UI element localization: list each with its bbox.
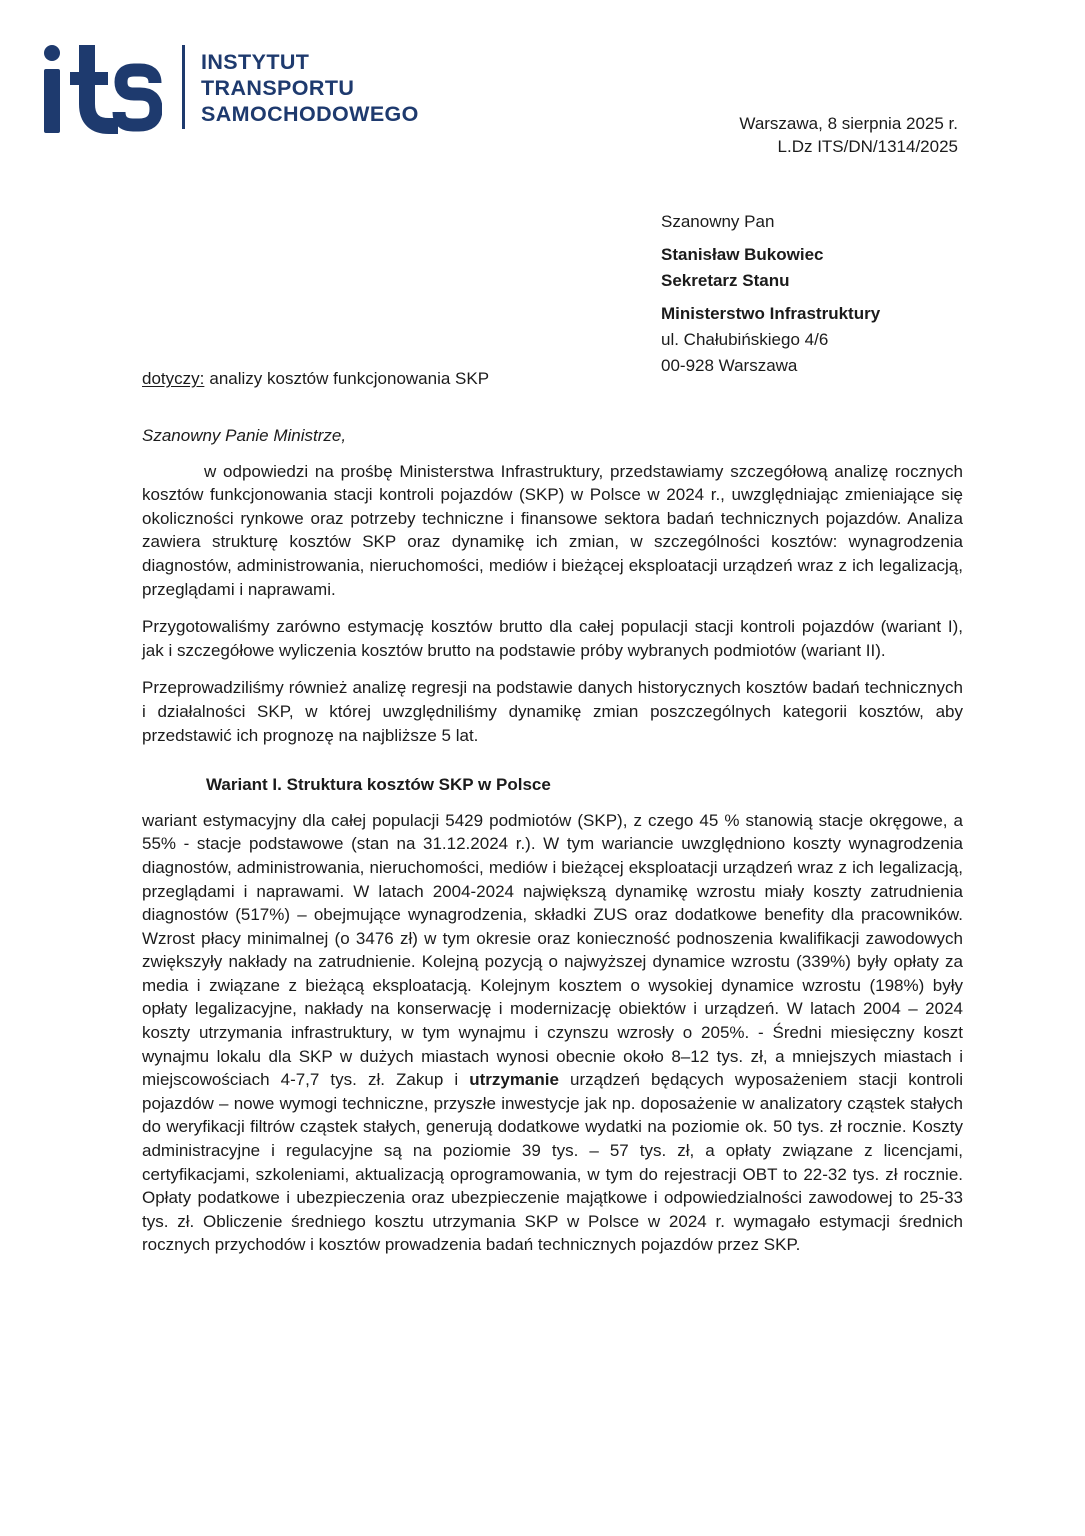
letterhead [40, 42, 419, 136]
org-name-line-1: INSTYTUT [201, 50, 310, 74]
recipient-address-city: 00-928 Warszawa [661, 356, 798, 375]
recipient-title: Sekretarz Stanu [661, 271, 790, 290]
subject-line [142, 369, 489, 389]
recipient-block [661, 209, 880, 379]
section-paragraph-part2: urządzeń będących wyposażeniem stacji kontroli pojazdów – nowe wymogi techniczne, przyszłe inwestycje jak np. doposażenie w analizatory cząstek stałych do weryfikacji filtrów cząstek stałych, generują dodatkowe wydatki na poziomie ok. 50 tys. zł rocznie. Koszty administracyjne i regulacyjne są na poziomie 39 tys. – 57 tys. zł, a opłaty związane z licencjami, certyfikacjami, szkoleniami, aktualizacją oprogramowania, w tym do rejestracji OBT to 22-32 tys. zł rocznie. Opłaty podatkowe i ubezpieczenia oraz ubezpieczenie majątkowe i odpowiedzialności zawodowej to 25-33 tys. zł. Obliczenie średniego kosztu utrzymania SKP w Polsce w 2024 r. wymagało estymacji średnich rocznych przychodów i kosztów prowadzenia badań technicznych pojazdów przez SKP. [142, 1070, 963, 1255]
letter-meta [739, 112, 958, 158]
its-logo-icon [40, 42, 162, 136]
recipient-name: Stanisław Bukowiec [661, 245, 824, 264]
recipient-salutation: Szanowny Pan [661, 212, 775, 231]
reference-number: L.Dz ITS/DN/1314/2025 [777, 137, 958, 156]
section-paragraph [142, 809, 963, 1257]
date-line: Warszawa, 8 sierpnia 2025 r. [739, 114, 958, 133]
recipient-organization: Ministerstwo Infrastruktury [661, 304, 881, 323]
subject-label: dotyczy: [142, 369, 205, 388]
logo-divider [182, 45, 185, 129]
its-logo [40, 42, 162, 136]
subject-text: analizy kosztów funkcjonowania SKP [209, 369, 490, 388]
section-heading: Wariant I. Struktura kosztów SKP w Polsce [206, 775, 551, 795]
greeting: Szanowny Panie Ministrze, [142, 426, 347, 445]
org-name [201, 42, 419, 127]
org-name-line-2: TRANSPORTU [201, 76, 355, 100]
section-paragraph-part1: wariant estymacyjny dla całej populacji 5429 podmiotów (SKP), z czego 45 % stanowią stacje okręgowe, a 55% - stacje podstawowe (stan na 31.12.2024 r.). W tym wariancie uwzględniono koszty wynagrodzenia diagnostów, administrowania, nieruchomości, mediów i bieżącej eksploatacji urządzeń wraz z ich legalizacją, przeglądami i naprawami. W latach 2004-2024 największą dynamikę wzrostu miały koszty zatrudnienia diagnostów (517%) – obejmujące wynagrodzenia, składki ZUS oraz dodatkowe benefity dla pracowników. Wzrost płacy minimalnej (o 3476 zł) w tym okresie oraz konieczność podnoszenia kwalifikacji zawodowych zwiększyły nakłady na zatrudnienie. Kolejną pozycją o najwyższej dynamice wzrostu (339%) były opłaty za media i związane z bieżącą eksploatacją. Kolejnym kosztem o wysokiej dynamice wzrostu (198%) były opłaty legalizacyjne, nakłady na konserwację i modernizację obiektów i urządzeń. W latach 2004 – 2024 koszty utrzymania infrastruktury, w tym wynajmu i czynszu wzrosły o 205%. - Średni miesięczny koszt wynajmu lokalu dla SKP w dużych miastach wynosi obecnie około 8–12 tys. zł, a mniejszych miastach i miejscowościach 4-7,7 tys. zł. Zakup i [142, 810, 963, 1090]
paragraph-2: Przygotowaliśmy zarówno estymację kosztów brutto dla całej populacji stacji kontroli pojazdów (wariant I), jak i szczegółowe wyliczenia kosztów brutto na podstawie próby wybranych podmiotów (wariant II). [142, 617, 963, 660]
letter-body [142, 424, 963, 1257]
paragraph-3: Przeprowadziliśmy również analizę regresji na podstawie danych historycznych kosztów badań technicznych i działalności SKP, w której uwzględniliśmy dynamikę zmian poszczególnych kategorii kosztów, aby przedstawić ich prognozę na najbliższe 5 lat. [142, 678, 963, 745]
paragraph-1: w odpowiedzi na prośbę Ministerstwa Infrastruktury, przedstawiamy szczegółową analizę rocznych kosztów funkcjonowania stacji kontroli pojazdów (SKP) w Polsce w 2024 r., uwzględniając zmieniające się okoliczności rynkowe oraz potrzeby techniczne i finansowe sektora badań technicznych pojazdów. Analiza zawiera strukturę kosztów SKP oraz dynamikę ich zmian, w szczególności kosztów: wynagrodzenia diagnostów, administrowania, nieruchomości, mediów i bieżącej eksploatacji urządzeń wraz z ich legalizacją, przeglądami i naprawami. [142, 461, 963, 599]
org-name-line-3: SAMOCHODOWEGO [201, 102, 419, 126]
section-paragraph-bold: utrzymanie [469, 1070, 559, 1090]
recipient-address-street: ul. Chałubińskiego 4/6 [661, 330, 829, 349]
